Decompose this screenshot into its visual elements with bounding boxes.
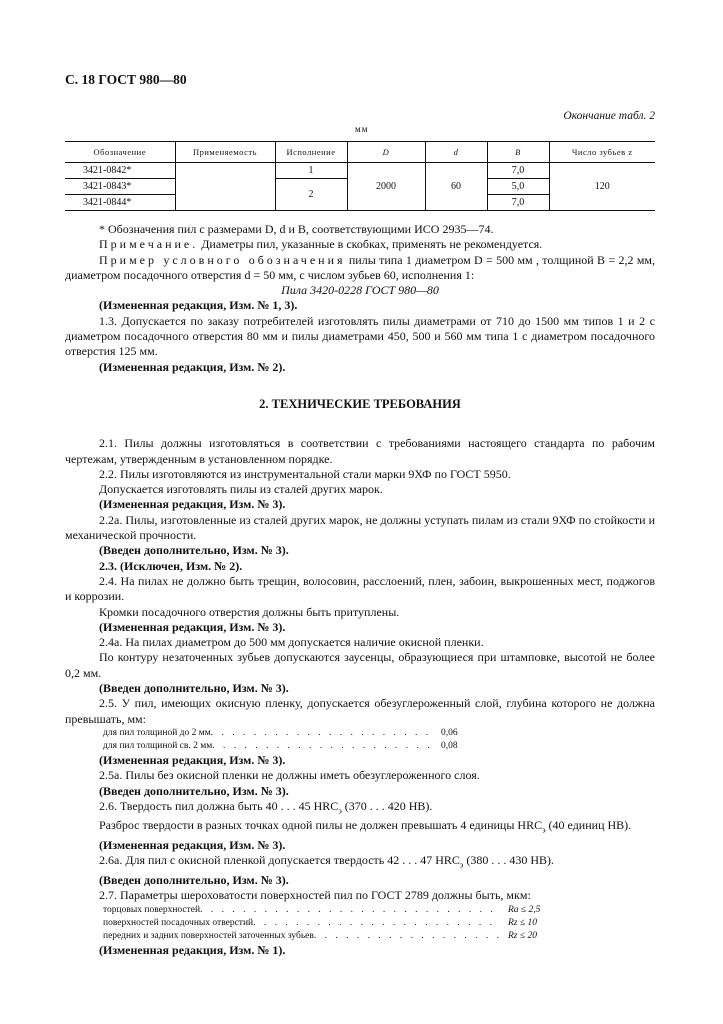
clause-2-7: 2.7. Параметры шероховатости поверхностей пил по ГОСТ 2789 должны быть, мкм: xyxy=(99,888,531,903)
clause-2-4a: 2.4а. На пилах диаметром до 500 мм допускается наличие окисной пленки. xyxy=(99,635,484,650)
cell-D: 2000 xyxy=(347,163,425,211)
clause-2-2a: 2.2а. Пилы, изготовленные из сталей других марок, не должны уступать пилам из стали 9ХФ по стойкости и механической прочности. xyxy=(65,512,655,543)
table-continuation-label: Окончание табл. 2 xyxy=(563,110,655,122)
list-item: для пил толщиной до 2 мм . . . 0,06 xyxy=(65,727,655,740)
addition-note: (Введен дополнительно, Изм. № 3). xyxy=(99,783,289,798)
col-d: d xyxy=(425,142,487,163)
revision-note: (Измененная редакция, Изм. № 2). xyxy=(99,359,286,374)
clause-2-6: 2.6. Твердость пил должна быть 40 . . . 45 $HRC_э$ (370 . . . 420 HB). xyxy=(99,798,433,816)
clause-2-5a: 2.5а. Пилы без окисной пленки не должны иметь обезуглероженного слоя. xyxy=(99,768,480,783)
cell-designation: 3421-0842* xyxy=(65,163,175,179)
col-execution: Исполнение xyxy=(275,142,347,163)
cell-B: 5,0 xyxy=(487,179,549,195)
revision-note: (Измененная редакция, Изм. № 1). xyxy=(99,942,286,957)
clause-2-4: 2.4. На пилах не должно быть трещин, волосовин, расслоений, плен, забоин, выкрошенных мест, поджогов и коррозии. xyxy=(65,573,655,604)
cell-B: 7,0 xyxy=(487,195,549,211)
table-unit: мм xyxy=(355,124,369,134)
cell-designation: 3421-0844* xyxy=(65,195,175,211)
list-item: для пил толщиной св. 2 мм . . . 0,08 xyxy=(65,740,655,753)
cell-teeth: 120 xyxy=(549,163,655,211)
clause-2-1: 2.1. Пилы должны изготовляться в соответствии с требованиями настоящего стандарта по рабочим чертежам, утвержденным в установленном порядке. xyxy=(65,436,655,466)
cell-execution: 2 xyxy=(275,179,347,211)
clause-2-4-note: Кромки посадочного отверстия должны быть притуплены. xyxy=(99,604,400,619)
decarb-list xyxy=(65,727,655,753)
addition-note: (Введен дополнительно, Изм. № 3). xyxy=(99,873,289,888)
revision-note: (Измененная редакция, Изм. № 3). xyxy=(99,619,286,634)
list-item: поверхностей посадочных отверстий . . . Rz ≤ 10 xyxy=(65,917,655,930)
revision-note: (Измененная редакция, Изм. № 3). xyxy=(99,752,286,767)
addition-note: (Введен дополнительно, Изм. № 3). xyxy=(99,681,289,696)
example: Пример условного обозначения пилы типа 1 диаметром D = 500 мм , толщиной B = 2,2 мм, диаметром посадочного отверстия d = 50 мм, с числом зубьев 60, исполнения 1: xyxy=(65,252,656,282)
clause-2-2-note: Допускается изготовлять пилы из сталей других марок. xyxy=(99,482,383,497)
example-designation: Пила 3420-0228 ГОСТ 980—80 xyxy=(281,283,439,298)
section-title: 2. ТЕХНИЧЕСКИЕ ТРЕБОВАНИЯ xyxy=(259,396,461,411)
saw-table xyxy=(65,141,655,211)
footnote: * Обозначения пил с размерами D, d и B, соответствующими ИСО 2935—74. xyxy=(99,222,494,236)
table-header-row xyxy=(65,142,655,163)
col-applicability: Применяемость xyxy=(175,142,275,163)
list-item: торцовых поверхностей . . . Ra ≤ 2,5 xyxy=(65,904,655,917)
revision-note: (Измененная редакция, Изм. № 1, 3). xyxy=(99,298,298,313)
revision-note: (Измененная редакция, Изм. № 3). xyxy=(99,838,286,853)
col-designation: Обозначение xyxy=(65,142,175,163)
clause-2-5: 2.5. У пил, имеющих окисную пленку, допускается обезуглероженный слой, глубина которого не должна превышать, мм: xyxy=(65,696,655,726)
clause-2-2: 2.2. Пилы изготовляются из инструментальной стали марки 9ХФ по ГОСТ 5950. xyxy=(99,466,511,481)
clause-2-6-note: Разброс твердости в разных точках одной пилы не должен превышать 4 единицы $HRC_э$ (40 единиц HB). xyxy=(99,818,632,835)
page-header: С. 18 ГОСТ 980—80 xyxy=(65,72,187,87)
roughness-list xyxy=(65,904,655,943)
clause-2-4a-note: По контуру незаточенных зубьев допускаются заусенцы, образующиеся при штамповке, высотой не более 0,2 мм. xyxy=(65,650,655,680)
clause-1-3: 1.3. Допускается по заказу потребителей изготовлять пилы диаметрами от 710 до 1500 мм типов 1 и 2 с диаметром посадочного отверстия 80 мм и пилы диаметрами 450, 500 и 560 мм типа 1 с диаметром посадочного отверстия 125 мм. xyxy=(65,313,655,359)
clause-2-6a: 2.6а. Для пил с окисной пленкой допускается твердость 42 . . . 47 $HRC_э$ (380 . . . 430 HB). xyxy=(99,853,555,870)
clause-2-3: 2.3. (Исключен, Изм. № 2). xyxy=(99,558,243,573)
list-item: передних и задних поверхностей заточенных зубьев . . . Rz ≤ 20 xyxy=(65,930,655,943)
cell-execution: 1 xyxy=(275,163,347,179)
cell-B: 7,0 xyxy=(487,163,549,179)
col-B: B xyxy=(487,142,549,163)
addition-note: (Введен дополнительно, Изм. № 3). xyxy=(99,543,289,558)
cell-designation: 3421-0843* xyxy=(65,179,175,195)
col-D: D xyxy=(347,142,425,163)
cell-applicability xyxy=(175,163,275,211)
note: Примечание. Диаметры пил, указанные в скобках, применять не рекомендуется. xyxy=(99,237,543,252)
document-body xyxy=(65,222,655,958)
table-row xyxy=(65,163,655,179)
col-teeth: Число зубьев z xyxy=(549,142,655,163)
revision-note: (Измененная редакция, Изм. № 3). xyxy=(99,497,286,512)
cell-d: 60 xyxy=(425,163,487,211)
